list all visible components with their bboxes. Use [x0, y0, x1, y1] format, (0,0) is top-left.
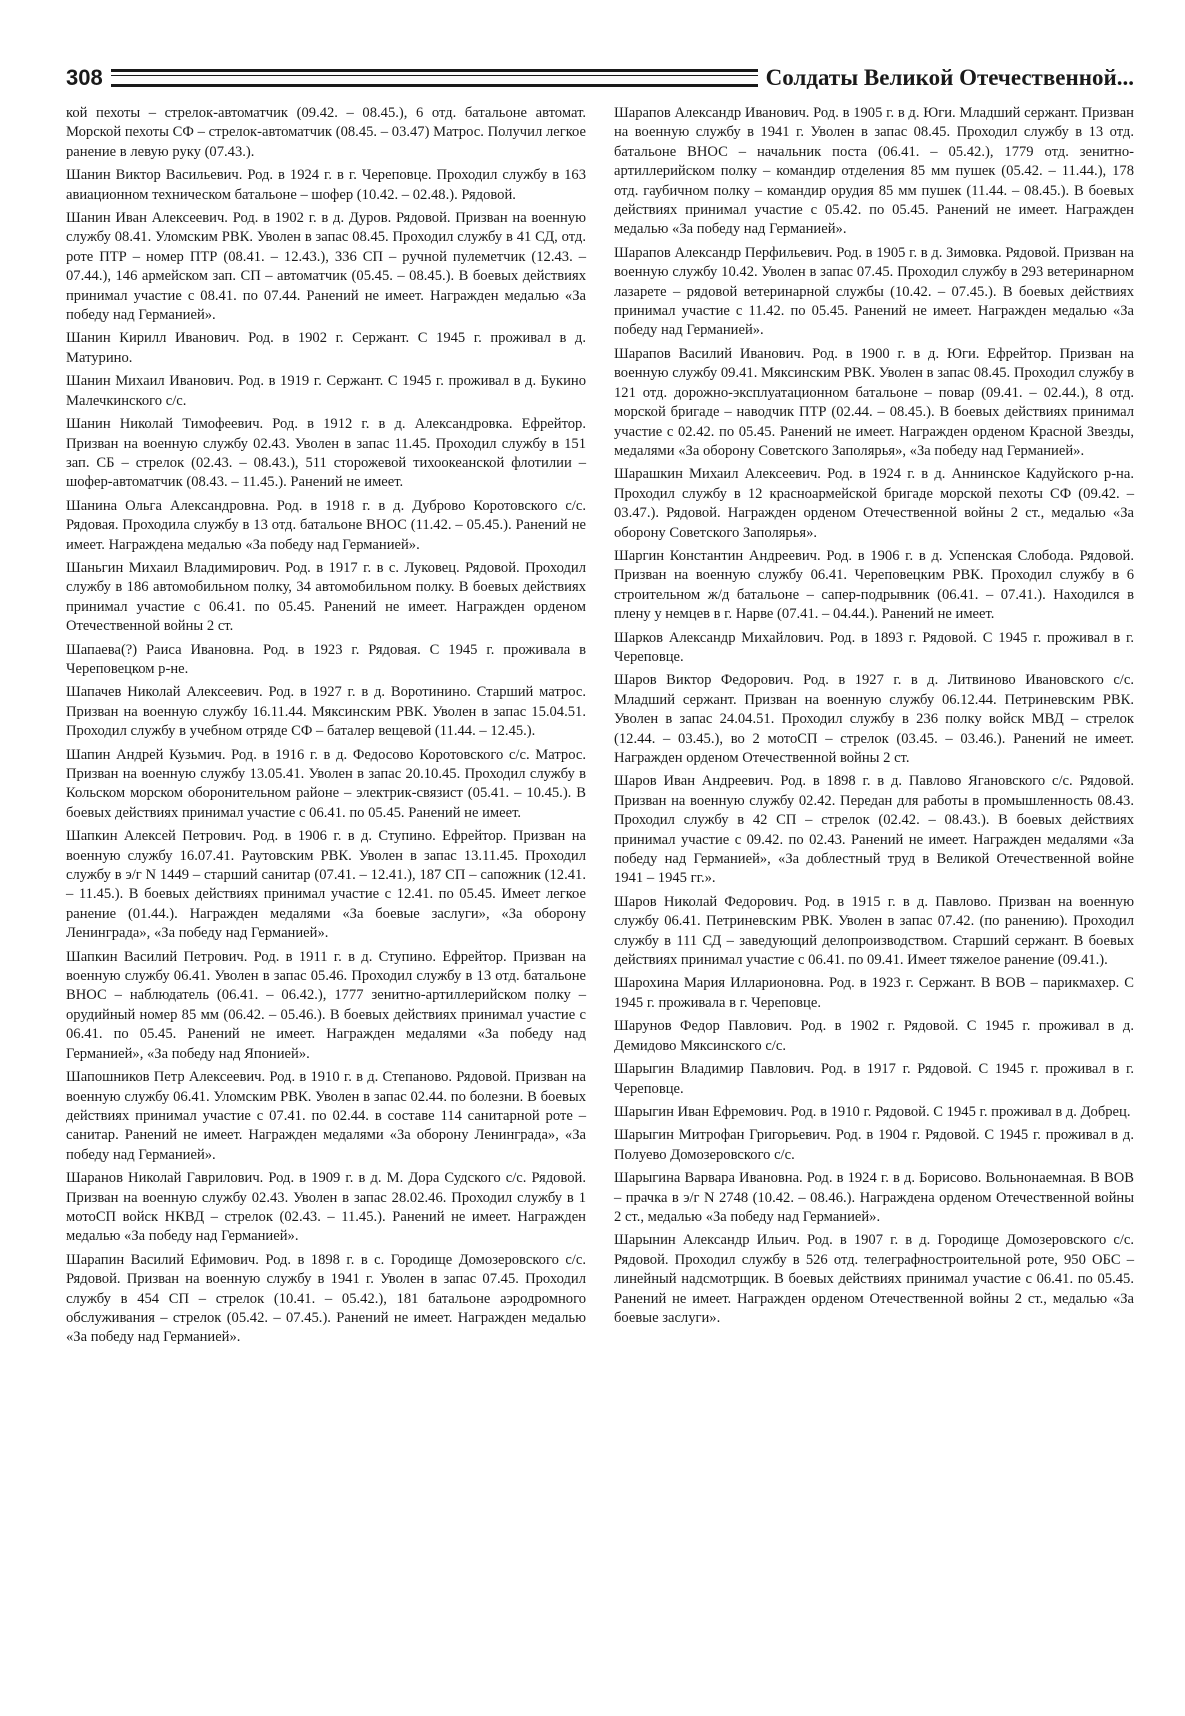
entry: Шанин Михаил Иванович. Род. в 1919 г. Сержант. С 1945 г. проживал в д. Букино Малечкинского с/с. [66, 373, 586, 409]
entry: Шапошников Петр Алексеевич. Род. в 1910 г. в д. Степаново. Рядовой. Призван на военную службу 06.41. Уломским РВК. Уволен в запас 02.44. по болезни. В боевых действиях принимал участие с 07.41. по 02.44. в составе 114 санитарной роте – санитар. Ранений не имеет. Награжден медалями «За оборону Ленинграда», «За победу над Германией». [66, 1069, 586, 1163]
entry: Шарыгин Иван Ефремович. Род. в 1910 г. Рядовой. С 1945 г. проживал в д. Добрец. [614, 1103, 1131, 1120]
entry: Шапкин Алексей Петрович. Род. в 1906 г. в д. Ступино. Ефрейтор. Призван на военную службу 16.07.41. Раутовским РВК. Уволен в запас 13.11.45. Проходил службу в э/г N 1449 – старший санитар (07.41. – 12.41.), 187 СП – сапожник (12.41. – 11.45.). В боевых действиях принимал участие с 12.41. по 05.45. Имеет легкое ранение (01.44.). Награжден медалями «За боевые заслуги», «За оборону Ленинграда», «За победу над Германией». [66, 828, 586, 942]
entry: Шарапин Василий Ефимович. Род. в 1898 г. в с. Городище Домозеровского с/с. Рядовой. Призван на военную службу в 1941 г. Уволен в запас 07.45. Проходил службу в 454 СП – стрелок (10.41. – 05.42.), 181 батальоне аэродромного обслуживания – стрелок (05.42. – 07.45.). Ранений не имеет. Награжден медалью «За победу над Германией». [66, 1251, 586, 1346]
page-header [66, 58, 1134, 98]
entry: Шанина Ольга Александровна. Род. в 1918 г. в д. Дуброво Коротовского с/с. Рядовая. Проходила службу в 13 отд. батальоне ВНОС (11.42. – 05.45.). Ранений не имеет. Награждена медалью «За победу над Германией». [66, 497, 586, 553]
running-title: Солдаты Великой Отечественной... [765, 65, 1134, 90]
header-rule [111, 69, 758, 87]
entry: Шарунов Федор Павлович. Род. в 1902 г. Рядовой. С 1945 г. проживал в д. Демидово Мяксинского с/с. [614, 1018, 1134, 1054]
entry: Шапкин Василий Петрович. Род. в 1911 г. в д. Ступино. Ефрейтор. Призван на военную службу 06.41. Уволен в запас 05.46. Проходил службу в 13 отд. батальоне ВНОС – наблюдатель (06.41. – 06.42.), 1777 зенитно-артиллерийском полку – орудийный номер 85 мм (06.42. – 05.46.). В боевых действиях принимал участие с 06.41. по 05.45. Ранений не имеет. Награжден медалями «За победу над Германией», «За победу над Японией». [66, 948, 586, 1062]
entry: Шарапов Василий Иванович. Род. в 1900 г. в д. Юги. Ефрейтор. Призван на военную службу 09.41. Мяксинским РВК. Уволен в запас 08.45. Проходил службу в 121 отд. дорожно-эксплуатационном батальоне – повар (09.41. – 02.44.), 8 отд. морской бригаде – наводчик ПТР (02.44. – 08.45.). В боевых действиях принимал участие с 02.42. по 05.45. Ранений не имеет. Награжден орденом Красной Звезды, медалями «За оборону Советского Заполярья», «За победу над Германией». [614, 345, 1134, 459]
entry: Шаров Иван Андреевич. Род. в 1898 г. в д. Павлово Ягановского с/с. Рядовой. Призван на военную службу 02.42. Передан для работы в промышленность 08.43. Проходил службу в 42 СП – стрелок (02.42. – 08.43.). В боевых действиях принимал участие с 09.42. по 02.43. Ранений не имеет. Награжден медалями «За победу над Германией», «За доблестный труд в Великой Отечественной войне 1941 – 1945 гг.». [614, 773, 1134, 887]
entry: Шанин Кирилл Иванович. Род. в 1902 г. Сержант. С 1945 г. проживал в д. Матурино. [66, 330, 586, 366]
entry: Шарапов Александр Перфильевич. Род. в 1905 г. в д. Зимовка. Рядовой. Призван на военную службу 10.42. Уволен в запас 07.45. Проходил службу в 293 ветеринарном лазарете – рядовой ветеринарной службы (10.42. – 07.45.). В боевых действиях принимал участие с 11.42. по 05.45. Ранений не имеет. Награжден медалью «За победу над Германией». [614, 244, 1134, 339]
entry: Шаргин Константин Андреевич. Род. в 1906 г. в д. Успенская Слобода. Рядовой. Призван на военную службу 06.41. Череповецким РВК. Проходил службу в 6 строительном ж/д батальоне – сапер-подрывник (06.41. – 07.41.). Находился в плену у немцев в г. Нарве (07.41. – 04.44.). Ранений не имеет. [614, 547, 1134, 623]
text-columns [66, 104, 1134, 1352]
entry: Шарыгин Митрофан Григорьевич. Род. в 1904 г. Рядовой. С 1945 г. проживал в д. Полуево Домозеровского с/с. [614, 1127, 1134, 1163]
entry: Шанин Николай Тимофеевич. Род. в 1912 г. в д. Александровка. Ефрейтор. Призван на военную службу 02.43. Уволен в запас 11.45. Проходил службу в 151 зап. СБ – стрелок (02.43. – 08.43.), 511 сторожевой тихоокеанской флотилии – шофер-автоматчик (08.43. – 11.45.). Ранений не имеет. [66, 416, 586, 491]
left-column [66, 104, 586, 1352]
entry: Шарынин Александр Ильич. Род. в 1907 г. в д. Городище Домозеровского с/с. Рядовой. Проходил службу в 526 отд. телеграфностроительной роте, 950 ОБС – линейный надсмотрщик. В боевых действиях принимал участие с 06.41. по 05.45. Ранений не имеет. Награжден орденом Отечественной войны 2 ст., медалью «За боевые заслуги». [614, 1232, 1134, 1326]
entry: Шарашкин Михаил Алексеевич. Род. в 1924 г. в д. Аннинское Кадуйского р-на. Проходил службу в 12 красноармейской бригаде морской пехоты СФ (09.42. – 03.47.). Рядовой. Награжден орденом Отечественной войны 2 ст., медалью «За оборону Советского Заполярья». [614, 466, 1134, 541]
entry: кой пехоты – стрелок-автоматчик (09.42. – 08.45.), 6 отд. батальоне автомат. Морской пехоты СФ – стрелок-автоматчик (08.45. – 03.47) Матрос. Получил легкое ранение в левую руку (07.43.). [66, 105, 586, 160]
entry: Шарапов Александр Иванович. Род. в 1905 г. в д. Юги. Младший сержант. Призван на военную службу в 1941 г. Уволен в запас 08.45. Проходил службу в 13 отд. батальоне ВНОС – начальник поста (06.41. – 05.42.), 1779 отд. зенитно-артиллерийском полку – командир отделения 85 мм пушек (05.42. – 11.44.), 178 отд. гаубичном полку – командир орудия 85 мм пушек (11.44. – 08.45.). В боевых действиях принимал участие с 05.42. по 05.45. Ранений не имеет. Награжден медалью «За победу над Германией». [614, 105, 1134, 238]
entry: Шанин Иван Алексеевич. Род. в 1902 г. в д. Дуров. Рядовой. Призван на военную службу 08.41. Уломским РВК. Уволен в запас 08.45. Проходил службу в 41 СД, отд. роте ПТР – номер ПТР (08.41. – 12.43.), 336 СП – ручной пулеметчик (12.43. – 07.44.), 146 армейском зап. СП – автоматчик (05.45. – 08.45.). В боевых действиях принимал участие с 08.41. по 07.44. Ранений не имеет. Награжден медалью «За победу над Германией». [66, 210, 586, 324]
page-number: 308 [66, 65, 103, 90]
entry: Шаньгин Михаил Владимирович. Род. в 1917 г. в с. Луковец. Рядовой. Проходил службу в 186 автомобильном полку, 34 автомобильном полку. В боевых действиях принимал участие с 06.41. по 05.45. Ранений не имеет. Награжден орденом Отечественной войны 2 ст. [66, 559, 586, 635]
entry: Шапин Андрей Кузьмич. Род. в 1916 г. в д. Федосово Коротовского с/с. Матрос. Призван на военную службу 13.05.41. Уволен в запас 20.10.45. Проходил службу в Кольском морском оборонительном районе – электрик-связист (05.41. – 10.45.). В боевых действиях принимал участие с 06.41. по 05.45. Ранений не имеет. [66, 746, 586, 821]
right-column [614, 104, 1134, 1352]
entry: Шапачев Николай Алексеевич. Род. в 1927 г. в д. Воротинино. Старший матрос. Призван на военную службу 16.11.44. Мяксинским РВК. Уволен в запас 15.04.51. Проходил службу в учебном отряде СФ – баталер вещевой (11.44. – 12.45.). [66, 684, 586, 740]
entry: Шарыгин Владимир Павлович. Род. в 1917 г. Рядовой. С 1945 г. проживал в г. Череповце. [614, 1061, 1134, 1097]
entry: Шаров Николай Федорович. Род. в 1915 г. в д. Павлово. Призван на военную службу 06.41. Петриневским РВК. Уволен в запас 07.42. (по ранению). Проходил службу в 111 СД – заведующий делопроизводством. Старший сержант. В боевых действиях принимал участие с 06.41. по 09.41. Имеет тяжелое ранение (09.41.). [614, 893, 1134, 969]
entry: Шарыгина Варвара Ивановна. Род. в 1924 г. в д. Борисово. Вольнонаемная. В ВОВ – прачка в э/г N 2748 (10.42. – 08.46.). Награждена орденом Отечественной войны 2 ст., медалью «За победу над Германией». [614, 1170, 1134, 1225]
entry: Шапаева(?) Раиса Ивановна. Род. в 1923 г. Рядовая. С 1945 г. проживала в Череповецком р-не. [66, 641, 586, 677]
entry: Шарков Александр Михайлович. Род. в 1893 г. Рядовой. С 1945 г. проживал в г. Череповце. [614, 629, 1134, 665]
entry: Шаранов Николай Гаврилович. Род. в 1909 г. в д. М. Дора Судского с/с. Рядовой. Призван на военную службу 02.43. Уволен в запас 28.02.46. Проходил службу в 1 мотоСП войск НКВД – стрелок (02.43. – 11.45.). Ранений не имеет. Награжден медалью «За победу над Германией». [66, 1170, 586, 1245]
entry: Шарохина Мария Илларионовна. Род. в 1923 г. Сержант. В ВОВ – парикмахер. С 1945 г. проживала в г. Череповце. [614, 975, 1134, 1011]
entry: Шаров Виктор Федорович. Род. в 1927 г. в д. Литвиново Ивановского с/с. Младший сержант. Призван на военную службу 06.12.44. Петриневским РВК. Уволен в запас 24.04.51. Проходил службу в 236 полку войск МВД – стрелок (12.44. – 03.45.), во 2 мотоСП – стрелок (03.45. – 03.46.). Ранений не имеет. Награжден орденом Отечественной войны 2 ст. [614, 672, 1134, 766]
entry: Шанин Виктор Васильевич. Род. в 1924 г. в г. Череповце. Проходил службу в 163 авиационном техническом батальоне – шофер (10.42. – 02.48.). Рядовой. [66, 167, 586, 203]
